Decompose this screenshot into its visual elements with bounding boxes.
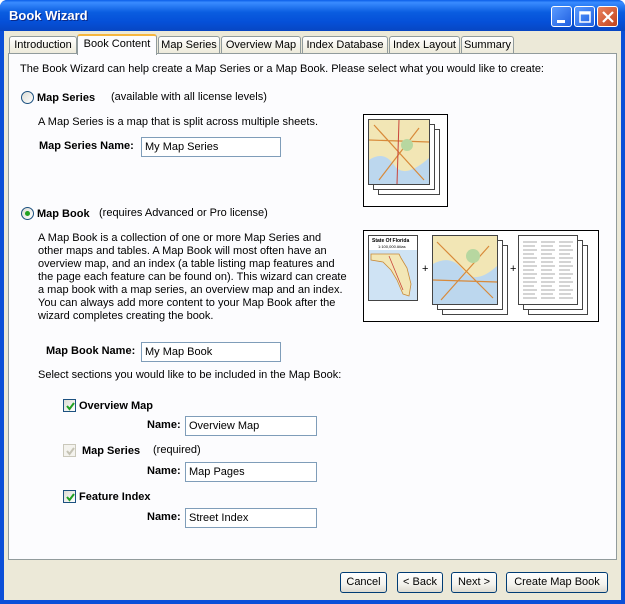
map-book-description: A Map Book is a collection of one or more Map Series and other maps and tables. A Map Book will most often have an overview map, and an index (a table listing map features and the page each feature can be found on). This wizard can create a map book with a map series, an overview map and an index. You can always add more content to your Map Book after the wizard completes creating the book. xyxy=(38,232,347,322)
map-book-label[interactable]: Map Book xyxy=(37,208,90,220)
create-map-book-button[interactable]: Create Map Book xyxy=(506,572,608,593)
intro-text: The Book Wizard can help create a Map Series or a Map Book. Please select what you would like to create: xyxy=(20,63,544,75)
index-table-image xyxy=(519,236,577,304)
checkmark-icon xyxy=(65,401,76,412)
title-bar[interactable] xyxy=(0,0,625,31)
feature-index-label[interactable]: Feature Index xyxy=(79,491,151,503)
maximize-button[interactable] xyxy=(574,6,595,27)
map-series-label[interactable]: Map Series xyxy=(37,92,96,104)
map-image xyxy=(369,120,429,184)
plus-sign: + xyxy=(422,263,429,275)
map-series-name-input[interactable]: My Map Series xyxy=(141,137,281,157)
map-image xyxy=(433,236,497,304)
tab-index-layout[interactable]: Index Layout xyxy=(389,36,460,54)
tab-introduction[interactable]: Introduction xyxy=(9,36,77,54)
next-button[interactable]: Next > xyxy=(451,572,497,593)
cancel-button[interactable]: Cancel xyxy=(340,572,387,593)
thumbnail-overview-page xyxy=(368,235,418,301)
map-book-radio[interactable] xyxy=(21,207,34,220)
thumbnail-map-page xyxy=(432,235,498,305)
tab-map-series[interactable]: Map Series xyxy=(158,36,220,54)
map-book-thumbnail xyxy=(363,230,599,322)
map-book-name-label: Map Book Name: xyxy=(46,345,136,357)
tab-overview-map[interactable]: Overview Map xyxy=(221,36,301,54)
map-series-section-note: (required) xyxy=(153,444,201,456)
minimize-button[interactable] xyxy=(551,6,572,27)
maximize-icon xyxy=(575,7,596,28)
overview-map-name-label: Name: xyxy=(147,419,181,431)
map-series-section-label[interactable]: Map Series xyxy=(82,445,141,457)
plus-sign: + xyxy=(510,263,517,275)
map-book-name-input[interactable]: My Map Book xyxy=(141,342,281,362)
feature-index-name-label: Name: xyxy=(147,511,181,523)
checkmark-icon xyxy=(65,492,76,503)
back-button[interactable]: < Back xyxy=(397,572,443,593)
close-icon xyxy=(598,7,619,28)
map-series-name-label: Map Series Name: xyxy=(39,140,134,152)
map-series-checkbox[interactable] xyxy=(63,444,76,457)
feature-index-checkbox[interactable] xyxy=(63,490,76,503)
radio-selected-dot xyxy=(25,211,30,216)
checkmark-icon xyxy=(65,446,76,457)
thumbnail-index-page xyxy=(518,235,578,305)
map-series-section-name-input[interactable]: Map Pages xyxy=(185,462,317,482)
tab-summary[interactable]: Summary xyxy=(461,36,514,54)
window-title: Book Wizard xyxy=(9,8,88,23)
thumbnail-map-page xyxy=(368,119,430,185)
minimize-icon xyxy=(552,7,573,28)
overview-map-name-input[interactable]: Overview Map xyxy=(185,416,317,436)
map-series-note: (available with all license levels) xyxy=(111,91,267,103)
overview-page-scale: 1:100,000 Atlas xyxy=(378,244,406,249)
overview-map-checkbox[interactable] xyxy=(63,399,76,412)
map-series-description: A Map Series is a map that is split across multiple sheets. xyxy=(38,116,319,128)
tab-index-database[interactable]: Index Database xyxy=(302,36,388,54)
sections-prompt: Select sections you would like to be included in the Map Book: xyxy=(38,369,342,381)
book-content-panel xyxy=(8,53,617,560)
tab-book-content[interactable]: Book Content xyxy=(77,34,157,55)
florida-map-image xyxy=(369,250,417,300)
feature-index-name-input[interactable]: Street Index xyxy=(185,508,317,528)
overview-page-title: State Of Florida xyxy=(372,238,410,244)
map-series-thumbnail xyxy=(363,114,448,207)
map-series-section-name-label: Name: xyxy=(147,465,181,477)
close-button[interactable] xyxy=(597,6,618,27)
map-book-note: (requires Advanced or Pro license) xyxy=(99,207,268,219)
map-series-radio[interactable] xyxy=(21,91,34,104)
overview-map-label[interactable]: Overview Map xyxy=(79,400,153,412)
dialog-client xyxy=(4,31,621,600)
